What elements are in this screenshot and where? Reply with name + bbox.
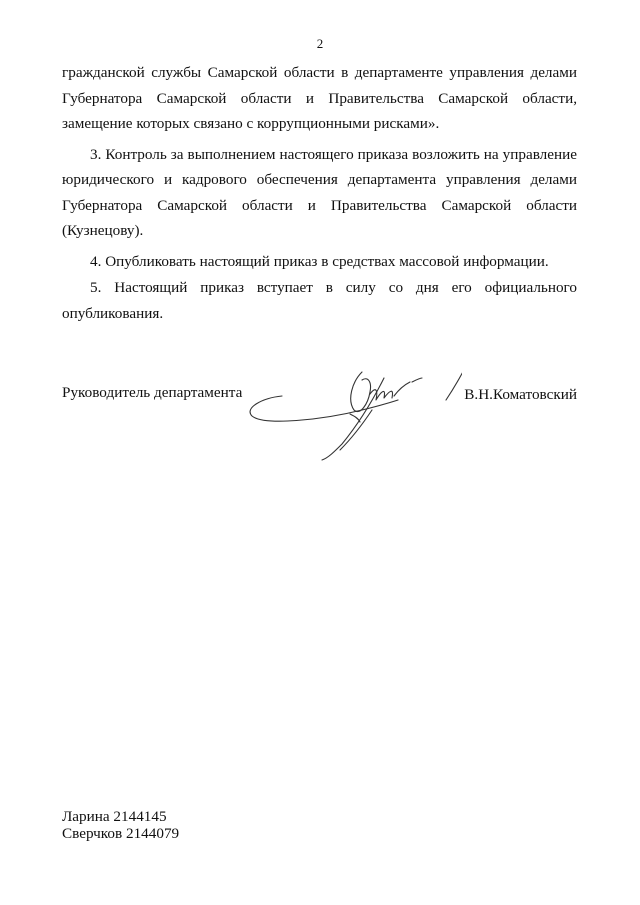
- signatory-name: В.Н.Коматовский: [464, 386, 577, 403]
- contact-line: Сверчков 2144079: [62, 825, 180, 842]
- paragraph-continuation: гражданской службы Самарской области в департаменте управления делами Губернатора Самарской области и Правительства Самарской области, замещение которых связано с коррупционными рисками».: [62, 64, 577, 132]
- paragraph-item-3: 3. Контроль за выполнением настоящего приказа возложить на управление юридического и кадрового обеспечения департамента управления делами Губернатора Самарской области и Правительства Самарской области (Кузнецову).: [62, 145, 577, 239]
- paragraph-item-5: 5. Настоящий приказ вступает в силу со дня его официального опубликования.: [62, 279, 577, 322]
- document-body: [62, 60, 577, 326]
- handwritten-signature: [242, 352, 462, 462]
- contact-line: Ларина 2144145: [62, 808, 167, 825]
- contacts-block: [62, 808, 179, 842]
- page-number: 2: [316, 36, 324, 51]
- signatory-position: Руководитель департамента: [62, 384, 243, 401]
- paragraph-item-4: 4. Опубликовать настоящий приказ в средствах массовой информации.: [90, 252, 549, 270]
